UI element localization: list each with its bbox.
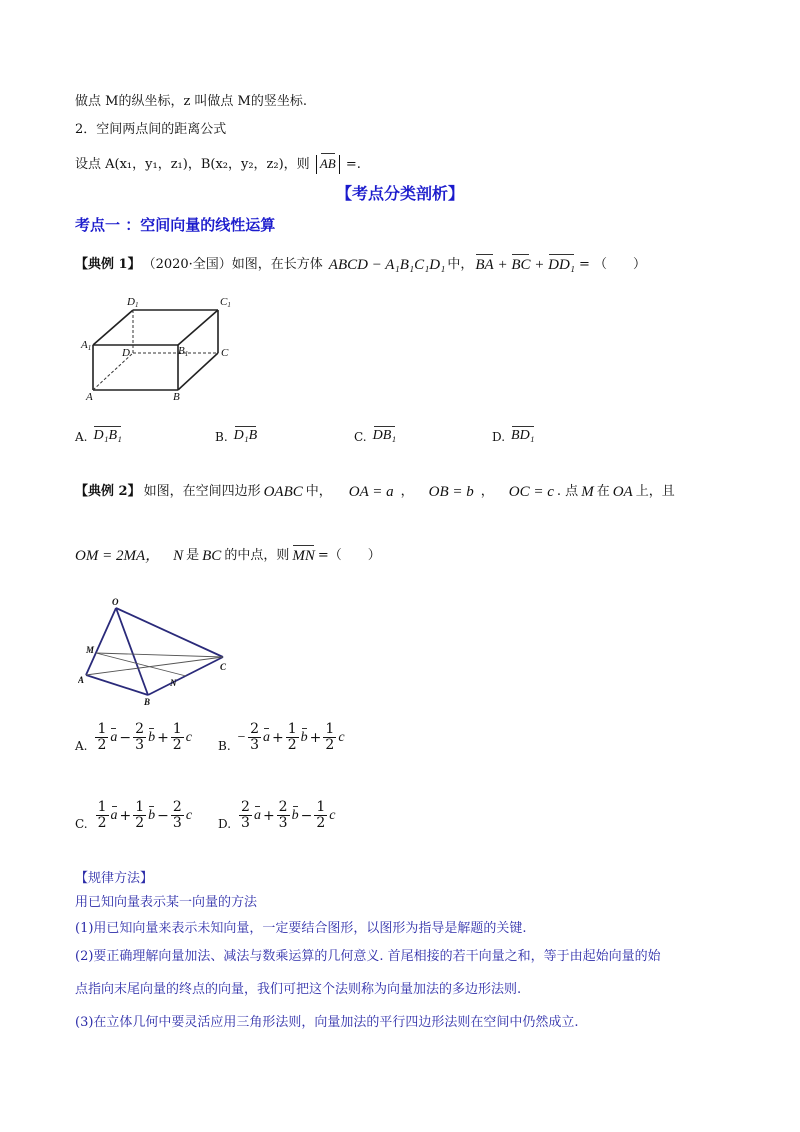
- ex1-option-c[interactable]: C. DB₁: [354, 428, 397, 444]
- oa-equals-a: OA = a: [348, 484, 394, 500]
- vector-mn: MN: [292, 548, 315, 564]
- ex2-option-c[interactable]: C. 1 2 a + $\frac{1}{2}$ b − $\frac{2}{3}$ c: [75, 799, 193, 831]
- example-2-label: 【典例 2】: [75, 484, 141, 499]
- ex1-option-d[interactable]: D. BD₁: [492, 428, 535, 444]
- example-2-question-line-1: 【典例 2】 如图，在空间四边形 OABC 中， OA = a ， OB = b ， OC = c . 点 M 在 OA 上，且: [75, 484, 675, 500]
- fig2-label-A: A: [78, 675, 85, 685]
- method-point-2b: 点指向末尾向量的终点的向量，我们可把这个法则称为向量加法的多边形法则.: [75, 982, 522, 997]
- method-subtitle: 用已知向量表示某一向量的方法: [75, 895, 258, 910]
- tetrahedron-figure: [78, 595, 228, 705]
- fig2-label-N: N: [170, 678, 177, 688]
- fig1-label-A1: A1: [81, 339, 92, 352]
- quad-name: OABC: [263, 484, 303, 500]
- intro-line-1: 做点 M的纵坐标，z 叫做点 M的竖坐标.: [75, 94, 308, 109]
- example-2-is: 是: [186, 548, 200, 563]
- ex1-option-a[interactable]: A. D₁B₁: [75, 428, 122, 444]
- om-condition: OM = 2MA，: [75, 548, 161, 564]
- cuboid-figure: [78, 290, 248, 405]
- example-1-question: [75, 256, 646, 274]
- fig2-label-C: C: [220, 662, 227, 672]
- ob-equals-b: OB = b: [428, 484, 474, 500]
- intro-line-3: [75, 155, 361, 174]
- example-2-tail2: 在: [596, 484, 610, 499]
- fig1-label-B1: B1: [178, 345, 189, 358]
- segment-oa: OA: [612, 484, 633, 500]
- example-2-mid: 中，: [305, 484, 332, 499]
- ex1-option-a-vector: D₁B₁: [93, 428, 122, 443]
- example-1-tail: = （ ）: [579, 257, 647, 272]
- example-1-label: 【典例 1】: [75, 257, 141, 272]
- fig1-label-D: D: [122, 347, 130, 359]
- solid-name: ABCD − A₁B₁C₁D₁: [328, 257, 446, 273]
- ex1-option-b[interactable]: B. D₁B: [215, 428, 258, 444]
- example-2-line2-end: =（ ）: [317, 548, 381, 563]
- fig1-label-C: C: [221, 347, 229, 359]
- example-2-tail3: 上，且: [635, 484, 675, 499]
- distance-end: =.: [345, 157, 361, 172]
- ex2-option-d[interactable]: D. 2 3 a + $\frac{2}{3}$ b − $\frac{1}{2}$ c: [218, 799, 336, 831]
- point-m: M: [581, 484, 594, 500]
- method-point-2a: (2)要正确理解向量加法、减法与数乘运算的几何意义. 首尾相接的若干向量之和，等于由起始向量的始: [75, 949, 661, 964]
- ex1-option-c-vector: DB₁: [372, 428, 397, 443]
- example-1-mid: 中，: [447, 257, 474, 272]
- ex2-option-a[interactable]: A. 1 2 a − $\frac{2}{3}$ b + $\frac{1}{2}$ c: [75, 721, 192, 753]
- fig2-label-O: O: [112, 597, 119, 607]
- example-1-text: （2020·全国）如图，在长方体: [142, 257, 323, 272]
- method-title: 【规律方法】: [75, 871, 154, 886]
- fig2-label-B: B: [144, 697, 151, 705]
- ex1-option-b-vector: D₁B: [233, 428, 258, 443]
- point-n: N: [173, 548, 184, 564]
- method-point-3: (3)在立体几何中要灵活应用三角形法则，向量加法的平行四边形法则在空间中仍然成立.: [75, 1015, 579, 1030]
- method-point-1: (1)用已知向量来表示未知向量，一定要结合图形，以图形为指导是解题的关键.: [75, 921, 527, 936]
- example-2-tail1: . 点: [556, 484, 579, 499]
- example-2-line2-mid: 的中点，则: [224, 548, 290, 563]
- example-2-text: 如图，在空间四边形: [143, 484, 261, 499]
- vector-sum-expression: BA + BC + DD₁: [475, 257, 575, 273]
- kaodian-title: 考点一 ：空间向量的线性运算: [75, 216, 276, 234]
- fig1-label-A: A: [86, 391, 93, 403]
- segment-bc: BC: [202, 548, 222, 564]
- fig1-label-D1: D1: [127, 296, 139, 309]
- distance-setup-text: 设点 A(x₁，y₁，z₁)，B(x₂，y₂，z₂)，则: [75, 157, 310, 172]
- ex1-option-d-vector: BD₁: [511, 428, 535, 443]
- fig1-label-B: B: [173, 391, 180, 403]
- ex2-option-b[interactable]: B. − $\frac{2}{3}$ a + $\frac{1}{2}$ b + $\frac{1}{2}$ c: [218, 721, 345, 753]
- intro-line-2: 2．空间两点间的距离公式: [75, 122, 227, 137]
- example-2-question-line-2: [75, 547, 381, 565]
- section-title: 【考点分类剖析】: [335, 184, 464, 203]
- fig1-label-C1: C1: [220, 296, 231, 309]
- abs-ab-vector: AB: [316, 155, 340, 174]
- oc-equals-c: OC = c: [508, 484, 554, 500]
- fig2-label-M: M: [86, 645, 95, 655]
